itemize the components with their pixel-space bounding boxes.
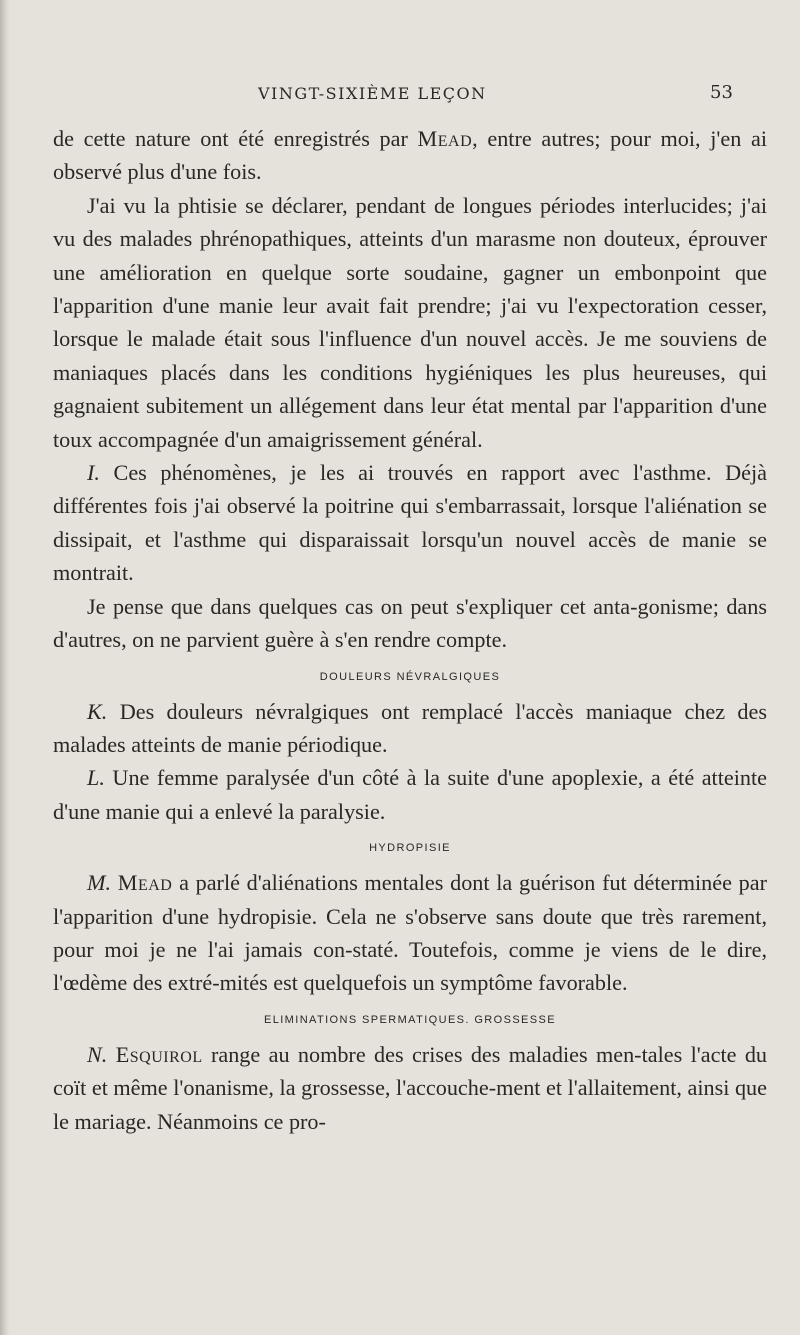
author-name: Mead [417,126,473,151]
paragraph-k: K. Des douleurs névralgiques ont remplacé l'accès maniaque chez des malades atteints de manie périodique. [53,698,768,757]
paragraph-l: L. Une femme paralysée d'un côté à la suite d'une apoplexie, a été atteinte d'une manie qui a enlevé la paralysie. [53,765,767,824]
author-name: Mead [117,870,173,896]
paragraph-m: M. Mead a parlé d'aliénations mentales dont la guérison fut déterminée par l'apparition d'une hydropisie. Cela ne s'observe sans doute que très rarement, pour moi je ne l'ai jamais con-staté. Toutefois, comme je viens de le dire, l'œdème des extré-mités est quelquefois un symptôme favorable. [53,870,767,996]
paragraph-n: N. Esquirol range au nombre des crises des maladies men-tales l'acte du coït et même l'onanisme, la grossesse, l'accouche-ment et l'allaitement, ainsi que le mariage. Néanmoins ce pro- [53,1041,768,1134]
page-number: 53 [710,82,733,103]
paragraph-continuation: de cette nature ont été enregistrés par Mead, entre autres; pour moi, j'en ai observé plus d'une fois. [53,126,767,185]
paragraph-letter: K. [87,698,108,724]
paragraph-letter: I. [87,460,100,486]
section-heading: DOULEURS NÉVRALGIQUES [319,670,501,683]
author-name: Esquirol [115,1041,203,1067]
paragraph-letter: L. [87,765,105,791]
running-title: VINGT-SIXIÈME LEÇON [258,84,487,103]
paragraph: Je pense que dans quelques cas on peut s'expliquer cet anta-gonisme; dans d'autres, on ne parvient guère à s'en rendre compte. [53,593,767,653]
paragraph-letter: M. [87,870,112,896]
paragraph-letter: N. [87,1041,108,1067]
section-heading: HYDROPISIE [369,842,451,855]
page-body [53,122,767,1138]
paragraph-i: I. Ces phénomènes, je les ai trouvés en rapport avec l'asthme. Déjà différentes fois j'ai observé la poitrine qui s'embarrassait, lorsque l'aliénation se dissipait, et l'asthme qui disparaissait lorsqu'un nouvel accès de manie se montrait. [53,460,768,586]
section-heading: ELIMINATIONS SPERMATIQUES. GROSSESSE [263,1013,557,1026]
paragraph: J'ai vu la phtisie se déclarer, pendant de longues périodes interlucides; j'ai vu des malades phrénopathiques, atteints d'un marasme non douteux, éprouver une amélioration en quelque sorte soudaine, gagner un embonpoint que l'apparition d'une manie leur avait fait prendre; j'ai vu l'expectoration cesser, lorsque le malade était sous l'influence d'un nouvel accès. Je me souviens de maniaques placés dans les conditions hygiéniques les plus heureuses, qui gagnaient subitement un allégement dans leur état mental par l'apparition d'une toux accompagnée d'un amaigrissement général. [53,192,767,452]
